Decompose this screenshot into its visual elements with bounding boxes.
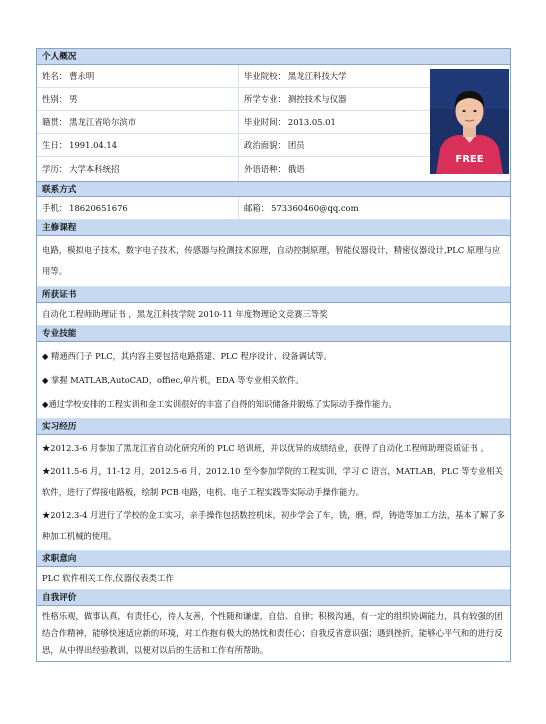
politics-value: 团员 (287, 140, 305, 150)
courses-text: 电路，模拟电子技术，数字电子技术，传感器与检测技术原理，自动控制原理，智能仪器设计，精密仪器设计,PLC 原理与应用等。 (37, 236, 510, 287)
section-header-certificates: 所获证书 (37, 287, 510, 303)
experience-item: ★2012.3-6 月参加了黑龙江省自动化研究所的 PLC 培训班，并以优异的成绩结业，获得了自动化工程师助理资质证书 。 (42, 443, 489, 453)
graduation-label: 毕业时间： (244, 117, 286, 127)
hometown-value: 黑龙江省哈尔滨市 (69, 117, 137, 127)
personal-info (37, 65, 510, 181)
major-value: 测控技术与仪器 (287, 94, 347, 104)
section-header-contact: 联系方式 (37, 181, 510, 197)
hometown-label: 籍贯： (42, 117, 68, 127)
skill-item: ◆通过学校安排的工程实训和金工实训很好的丰富了自得的知识储备并锻炼了实际动手操作能力。 (42, 399, 397, 409)
name-value: 曹永明 (69, 71, 95, 81)
section-header-evaluation: 自我评价 (37, 590, 510, 606)
email-label: 邮箱： (244, 203, 270, 213)
intention-text: PLC 软件相关工作,仪器仪表类工作 (37, 567, 510, 590)
shirt-print: FREE (455, 154, 484, 165)
skill-item: ◆ 精通西门子 PLC，其内容主要包括电路搭建、PLC 程序设计、设备调试等。 (42, 351, 332, 361)
section-header-skills: 专业技能 (37, 326, 510, 342)
politics-label: 政治面貌： (244, 140, 286, 150)
gender-value: 男 (69, 94, 78, 104)
skills-list (37, 342, 510, 419)
section-header-experience: 实习经历 (37, 419, 510, 435)
phone-value: 18620651676 (69, 203, 128, 213)
profile-photo (430, 69, 509, 174)
section-header-personal: 个人概况 (37, 49, 510, 65)
graduation-value: 2013.05.01 (287, 117, 336, 127)
certificates-text: 自动化工程师助理证书 ，黑龙江科技学院 2010-11 年度物理论文竞赛三等奖 (37, 303, 510, 326)
experience-item: ★2012.3-4 月进行了学校的金工实习，亲手操作包括数控机床，初步学会了车，铣，磨，焊，铸造等加工方法，基本了解了多种加工机械的使用。 (42, 510, 505, 541)
birthday-label: 生日： (42, 140, 68, 150)
name-label: 姓名： (42, 71, 68, 81)
experience-list (37, 435, 510, 551)
section-header-intention: 求职意向 (37, 551, 510, 567)
phone-label: 手机： (42, 203, 68, 213)
resume (36, 48, 511, 662)
school-label: 毕业院校： (244, 71, 286, 81)
evaluation-text: 性格乐观，做事认真，有责任心，待人友善，个性随和谦虚，自信、自律；积极沟通，有一定的组织协调能力，具有较强的团结合作精神，能够快速适应新的环境，对工作抱有极大的热忱和责任心；自我反省意识强；遇到挫折，能够心平气和的进行反思，从中得出经验教训，以便对以后的生活和工作有所帮助。 (42, 611, 503, 655)
language-value: 俄语 (287, 164, 305, 174)
email-value[interactable]: 573360460@qq.com (271, 203, 359, 213)
person-portrait-icon (430, 69, 509, 174)
school-value: 黑龙江科技大学 (287, 71, 347, 81)
skill-item: ◆ 掌握 MATLAB,AutoCAD，offiec,单片机，EDA 等专业相关软件。 (42, 375, 304, 385)
major-label: 所学专业： (244, 94, 286, 104)
birthday-value: 1991.04.14 (69, 140, 118, 150)
gender-label: 性别： (42, 94, 68, 104)
degree-label: 学历： (42, 164, 68, 174)
degree-value: 大学本科统招 (69, 164, 120, 174)
experience-item: ★2011.5-6 月，11-12 月，2012.5-6 月，2012.10 至今参加学院的工程实训，学习 C 语言，MATLAB，PLC 等专业相关软件，进行了焊接电路板，绘制 PCB 电路，电机、电子工程实践等实际动手操作能力。 (42, 466, 503, 497)
language-label: 外语语种： (244, 164, 286, 174)
section-header-courses: 主修课程 (37, 220, 510, 236)
